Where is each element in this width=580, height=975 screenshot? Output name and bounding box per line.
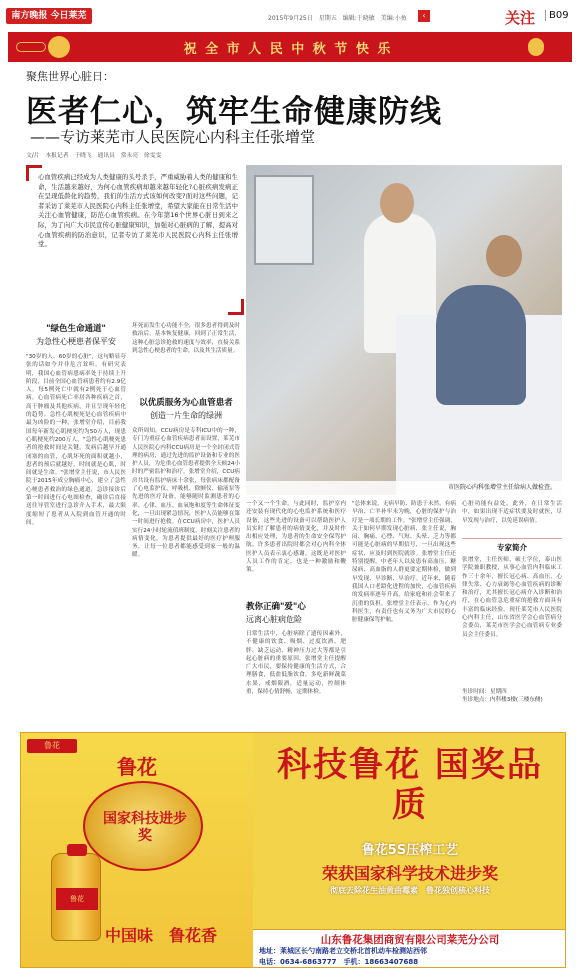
col4-body: "总体来说，无病早防、防患于未然、有病早治、亡羊补牢未为晚，心脏的保护与治疗是一项长期的工作。"张增堂主任强调，关于如何早期发现心脏病，张主任说，胸闷、胸痛、心悸、气短、头晕、乏力等都可能是心脏病的早期信号，一旦出现这些症状，应及时到医院就诊。张增堂主任还特别提醒，中老年人以及患有高血压、糖尿病、高血脂的人群更要定期体检，做到早发现、早诊断、早治疗。近年来，随着我国人口老龄化进程的加快，心血管疾病的发病率逐年升高，给家庭和社会带来了沉重的负担。张增堂主任表示，作为心内科医生，有责任也有义务为广大市民的心脏健康保驾护航。 [352, 501, 456, 624]
moon-icon [48, 36, 70, 58]
page-number: B09 [545, 10, 569, 21]
address-label: 坐诊地点： [462, 697, 490, 704]
expert-box [462, 538, 562, 718]
column-4 [352, 500, 456, 722]
bottle-label: 鲁花 [56, 888, 98, 910]
festival-banner [8, 32, 572, 62]
ad-phone: 电话：0634-6863777 手机：18663407688 [259, 958, 419, 966]
ad-seal-badge [83, 781, 203, 871]
photo-patient-head [486, 235, 522, 277]
ad-bottom-slogan: 中国味 鲁花香 [105, 926, 218, 945]
lead-text: 心血管疾病已经成为人类健康的头号杀手，严重威胁着人类的健康和生命，生活越来越好，为何心血管疾病却越来越年轻化?心脏疾病发病正在呈现低龄化的趋势，我们的生活方式该如何改变?面对这些问题，记者采访了莱芜市人民医院心内科主任张增堂，希望大家能在日常生活中关注心血管健康，防范心血管疾病。在今年第16个世界心脏日到来之际，为了向广大市民宣传心脏健康知识，加强对心脏病的了解，提高对心血管疾病的防治意识，记者专访了莱芜市人民医院心内科主任张增堂。 [38, 173, 238, 249]
ad-oil-bottle [51, 853, 101, 941]
col3-heading: 教你正确"爱"心 [246, 602, 306, 612]
col1-body: "30岁的人、60岁的心脏"，这句略显夸张的话如今并非危言耸听。有研究表明，我国心血管病患病率处于持续上升阶段，目前全国心血管病患者约有2.9亿人，每5例死亡中就有2例死于心血管病。心血管病死亡率居各种疾病之首，高于肿瘤及其他疾病，并且呈现年轻化的趋势。急性心肌梗死是心血管疾病中最为凶险的一种，张增堂介绍，目前我国每年新发心肌梗死约为50万人，现患心肌梗死约200万人。"急性心肌梗死患者的抢救时间是关键，发病后越早开通闭塞的血管，心肌坏死的面积就越小，患者的预后就越好，时间就是心肌，时间就是生命。"张增堂主任说，市人民医院于2015年成立胸痛中心，建立了急性心梗患者救治的绿色通道，急诊接诊后第一时间进行心电图检查，确诊后直接送往导管室进行急诊介入手术，最大限度缩短了患者从入院到血管开通的时间。 [26, 354, 126, 526]
address-value: 内科楼3楼(三楼东侧) [489, 697, 543, 704]
column-2 [132, 322, 240, 722]
col3-body-1: 一个又一个生命。与此同时，监护室内还安装有现代化的心电监护系统和医疗设备，这些先进的设备可以帮助医护人员实时了解患者的病情变化，并及时作出相应处理，为患者的生命安全保驾护航。许多患者出院时都会对心内科全体医护人员表示衷心感谢，这既是对医护人员工作的肯定，也是一种激励和鞭策。 [246, 501, 346, 574]
col3-subheading: 远离心脏病危险 [246, 615, 302, 624]
col3-body-2: 日常生活中，心脏病除了遗传因素外，不健康的饮食、吸烟、过度饮酒、肥胖、缺乏运动、精神压力过大等都是引起心脏病的重要原因。张增堂主任提醒广大市民，要保持健康的生活方式，合理膳食，低盐低脂饮食，多吃新鲜蔬菜水果，戒烟限酒，适量运动，控制体重，保持心情舒畅，定期体检。 [246, 631, 346, 696]
ad-brand-script: 鲁花 [117, 755, 157, 779]
lead-box [26, 165, 244, 315]
column-5 [462, 500, 562, 720]
bottle-cap [67, 844, 87, 856]
paper-logo: 南方晚报 今日莱芜 [6, 8, 92, 24]
expert-title: 专家简介 [497, 543, 527, 552]
lead-corner-left [26, 165, 29, 181]
col1-heading: "绿色生命通道" [46, 324, 106, 334]
ad-right-panel [253, 733, 566, 933]
article-photo [246, 165, 562, 495]
photo-patient [436, 285, 526, 405]
contact-label: 坐诊时间： [462, 689, 490, 695]
photo-doctor-head [380, 183, 414, 223]
col5-body: 心脏功能有益处。此外，在日常生活中，如果出现不适症状要及时就医，尽早发现与治疗，以免延误病情。 [462, 501, 562, 524]
column-1 [26, 322, 126, 722]
article-byline: 文/片 本报记者 于晓飞 通讯员 常永亮 徐雯雯 [26, 153, 162, 159]
masthead-back-icon[interactable]: ‹ [418, 10, 430, 22]
article-subheadline: ——专访莱芜市人民医院心内科主任张增堂 [30, 128, 316, 146]
cloud-icon [16, 42, 46, 52]
contact-value: 星期四 [489, 689, 507, 695]
expert-body: 张增堂，主任医师，硕士学位，泰山医学院兼职教授，从事心血管内科临床工作三十余年，擅长冠心病、高血压、心律失常、心力衰竭等心血管疾病的诊断和治疗，尤其擅长冠心病介入诊断和治疗，在心血管急危重症的抢救方面具有丰富的临床经验。现任莱芜市人民医院心内科主任，山东省医学会心血管病分会委员，莱芜市医学会心血管病专业委员会主任委员。 [462, 557, 562, 638]
date-line: 2015年9月25日 星期五 编辑:于晓敏 美编:小鱼 [268, 15, 407, 22]
column-3 [246, 500, 346, 722]
photo-caption: 市医院心内科张增堂主任给病人做检查。 [246, 481, 562, 495]
col2-body-2: 众所周知，CCU病房是专科ICU中的一种，专门为重症心血管疾病患者而设置，莱芜市人民医院心内科CCU病房是一个全封闭式管理的病房，通过先进的监护设备和专业的医护人员，为危重心血管患者提供全天候24小时的严密监护和治疗。张增堂介绍，CCU病房共设有监护病床十余张，每张病床都配备了心电监护仪、呼吸机、除颤仪、输液泵等先进的医疗设备，能够随时监测患者的心率、心律、血压、血氧饱和度等生命体征变化，一旦出现紧急情况，医护人员能够在第一时间进行抢救。在CCU病房中，医护人员实行24小时轮流值班制度，时刻关注患者的病情变化，为患者提供最好的医疗护理服务，让每一位患者都能感受到家一般的温暖。 [132, 428, 240, 559]
lantern-icon [528, 38, 544, 56]
expert-contact [462, 688, 562, 705]
ad-left-panel [21, 733, 253, 968]
photo-window [254, 175, 314, 265]
ad-company-bar [253, 929, 566, 968]
col2-subheading: 创造一片生命的绿洲 [150, 411, 222, 420]
banner-text: 祝 全 市 人 民 中 秋 节 快 乐 [183, 42, 393, 57]
masthead [0, 0, 580, 32]
article-kicker: 聚焦世界心脏日： [26, 70, 114, 83]
ad-small-logo: 鲁花 [27, 739, 77, 753]
ad-main-slogan: 科技鲁花 国奖品质 [277, 745, 543, 825]
col2-heading: 以优质服务为心血管患者 [139, 398, 233, 408]
ad-line-1: 鲁花5S压榨工艺 [361, 843, 459, 858]
ad-company-name: 山东鲁花集团商贸有限公司莱芜分公司 [320, 934, 500, 946]
advertisement [20, 732, 566, 968]
article-headline: 医者仁心，筑牢生命健康防线 [26, 94, 442, 130]
ad-seal-text: 国家科技进步奖 [103, 811, 187, 844]
lead-corner-right [241, 299, 244, 315]
section-name: 关注 [505, 9, 536, 27]
ad-address: 地址：莱城区长勺南路老立交桥北首机动车检测站西邻 [259, 947, 427, 955]
ad-line-2: 荣获国家科学技术进步奖 [321, 864, 498, 883]
ad-line-3: 彻底去除花生油黄曲霉素 鲁花独创核心科技 [330, 886, 490, 895]
col2-body-1: 坏死而发生心功能不全，很多患者得到及时救治后，基本恢复健康，回到了正常生活，这种心脏急诊抢救的速度与效率，直接关系到急性心梗患者的生命，以及其生活质量。 [132, 323, 240, 354]
col1-subheading: 为急性心梗患者保平安 [36, 337, 116, 346]
